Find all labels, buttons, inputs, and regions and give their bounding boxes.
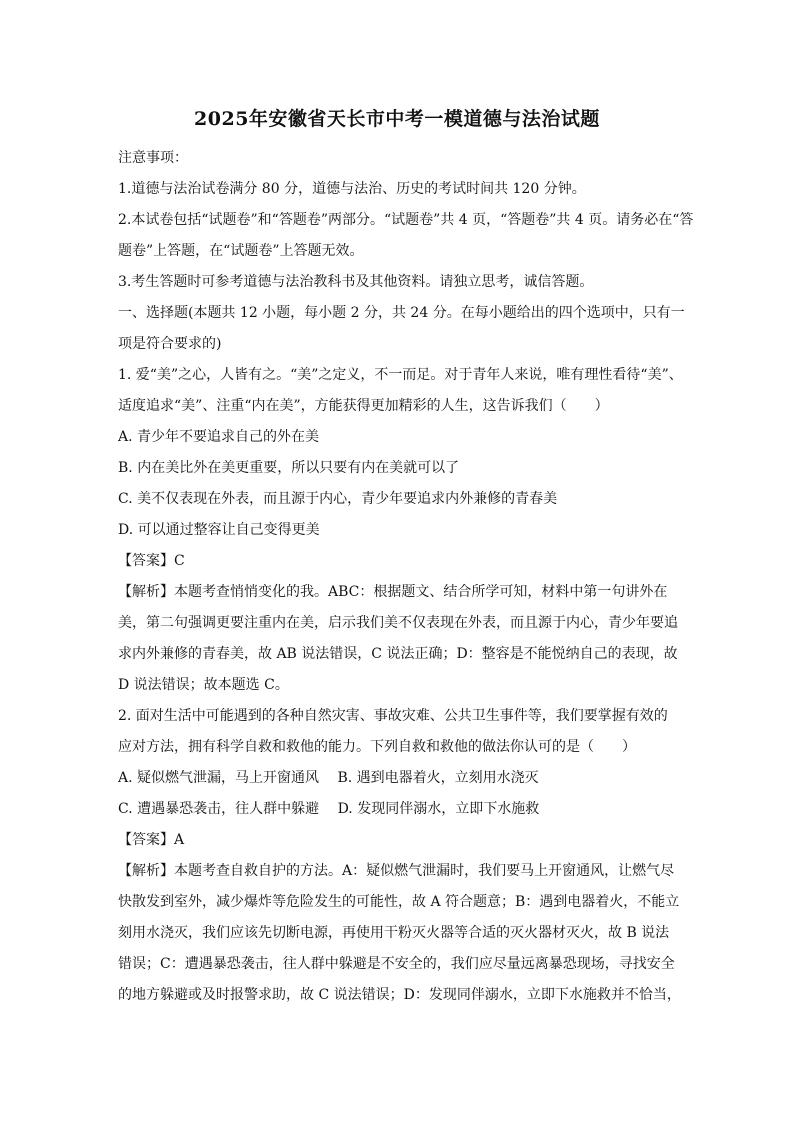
question-1-analysis-cont: 美，第二句强调更要注重内在美，启示我们美不仅表现在外表，而且源于内心，青少年要追: [118, 615, 678, 631]
question-1-analysis-cont: 求内外兼修的青春美，故 AB 说法错误，C 说法正确；D：整容是不能悦纳自己的表现，故: [118, 646, 678, 662]
question-1-stem-cont: 适度追求“美”、注重“内在美”，方能获得更加精彩的人生，这告诉我们（ ）: [118, 398, 609, 414]
notice-item-2-cont: 题卷”上答题，在“试题卷”上答题无效。: [118, 243, 364, 259]
question-1-answer: 【答案】C: [118, 553, 185, 569]
question-1-option-b: B. 内在美比外在美更重要，所以只要有内在美就可以了: [118, 460, 460, 476]
question-1-analysis: 【解析】本题考查悄悄变化的我。ABC：根据题文、结合所学可知，材料中第一句讲外在: [118, 584, 668, 600]
question-2-analysis-cont: 刻用水浇灭，我们应该先切断电源，再使用干粉灭火器等合适的灭火器材灭火，故 B 说法: [118, 925, 670, 941]
notice-heading: 注意事项：: [118, 150, 188, 166]
question-2-analysis-cont: 快散发到室外，减少爆炸等危险发生的可能性，故 A 符合题意；B：遇到电器着火，不能立: [118, 894, 680, 910]
question-2-options-ab: A. 疑似燃气泄漏，马上开窗通风 B. 遇到电器着火，立刻用水浇灭: [118, 770, 539, 786]
question-2-stem: 2. 面对生活中可能遇到的各种自然灾害、事故灾难、公共卫生事件等，我们要掌握有效的: [118, 708, 668, 724]
question-2-answer: 【答案】A: [118, 832, 185, 848]
notice-item-3: 3.考生答题时可参考道德与法治教科书及其他资料。请独立思考，诚信答题。: [118, 274, 594, 290]
question-2-options-cd: C. 遭遇暴恐袭击，往人群中躲避 D. 发现同伴溺水，立即下水施救: [118, 801, 540, 817]
page-title: 2025年安徽省天长市中考一模道德与法治试题: [194, 108, 600, 130]
question-2-stem-cont: 应对方法，拥有科学自救和救他的能力。下列自救和救他的做法你认可的是（ ）: [118, 739, 636, 755]
section-heading-cont: 项是符合要求的): [118, 336, 222, 352]
question-2-analysis: 【解析】本题考查自救自护的方法。A：疑似燃气泄漏时，我们要马上开窗通风，让燃气尽: [118, 863, 675, 879]
notice-item-1: 1.道德与法治试卷满分 80 分，道德与法治、历史的考试时间共 120 分钟。: [118, 181, 586, 197]
question-1-option-a: A. 青少年不要追求自己的外在美: [118, 429, 320, 445]
question-1-analysis-cont: D 说法错误；故本题选 C。: [118, 677, 289, 693]
question-2-analysis-cont: 的地方躲避或及时报警求助，故 C 说法错误；D：发现同伴溺水，立即下水施救并不恰当，: [118, 987, 681, 1003]
question-1-option-d: D. 可以通过整容让自己变得更美: [118, 522, 320, 538]
notice-item-2: 2.本试卷包括“试题卷”和“答题卷”两部分。“试题卷”共 4 页，“答题卷”共 4 页。请务必在“答: [118, 212, 694, 228]
section-heading: 一、选择题(本题共 12 小题，每小题 2 分，共 24 分。在每小题给出的四个选项中，只有一: [118, 305, 685, 321]
question-1-option-c: C. 美不仅表现在外表，而且源于内心，青少年要追求内外兼修的青春美: [118, 491, 558, 507]
question-2-analysis-cont: 错误；C：遭遇暴恐袭击，往人群中躲避是不安全的，我们应尽量远离暴恐现场，寻找安全: [118, 956, 675, 972]
question-1-stem: 1. 爱“美”之心，人皆有之。“美”之定义，不一而足。对于青年人来说，唯有理性看待“美”、: [118, 367, 683, 383]
